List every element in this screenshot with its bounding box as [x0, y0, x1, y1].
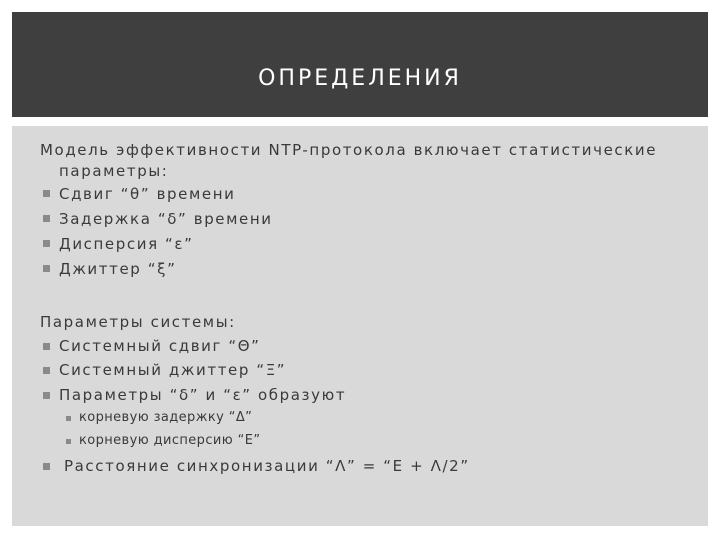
sub-bullet-square-icon — [66, 439, 71, 444]
sub-list-item: корневую задержку “Δ” — [79, 410, 253, 425]
list-item: Расстояние синхронизации “Λ” = “Е + Λ/2” — [64, 457, 470, 475]
bullet-square-icon — [43, 190, 50, 197]
list-item: Системный джиттер “Ξ” — [59, 361, 287, 379]
list-item: Параметры “δ” и “ε” образуют — [59, 386, 347, 404]
section1-intro: Модель эффективности NTP-протокола включает статистические — [40, 141, 658, 159]
list-item: Джиттер “ξ” — [59, 260, 177, 278]
title-bar — [12, 12, 708, 117]
section1-intro-continued: параметры: — [59, 162, 169, 180]
bullet-square-icon — [43, 343, 50, 350]
bullet-square-icon — [43, 463, 50, 470]
list-item: Задержка “δ” времени — [59, 210, 273, 228]
list-item: Дисперсия “ε” — [59, 235, 194, 253]
bullet-square-icon — [43, 367, 50, 374]
list-item: Системный сдвиг “Θ” — [59, 337, 261, 355]
bullet-square-icon — [43, 392, 50, 399]
bullet-square-icon — [43, 240, 50, 247]
bullet-square-icon — [43, 265, 50, 272]
section2-intro: Параметры системы: — [40, 313, 236, 331]
list-item: Сдвиг “θ” времени — [59, 185, 236, 203]
slide-title: ОПРЕДЕЛЕНИЯ — [258, 66, 462, 91]
sub-bullet-square-icon — [66, 416, 71, 421]
sub-list-item: корневую дисперсию “Е” — [79, 433, 261, 448]
bullet-square-icon — [43, 215, 50, 222]
